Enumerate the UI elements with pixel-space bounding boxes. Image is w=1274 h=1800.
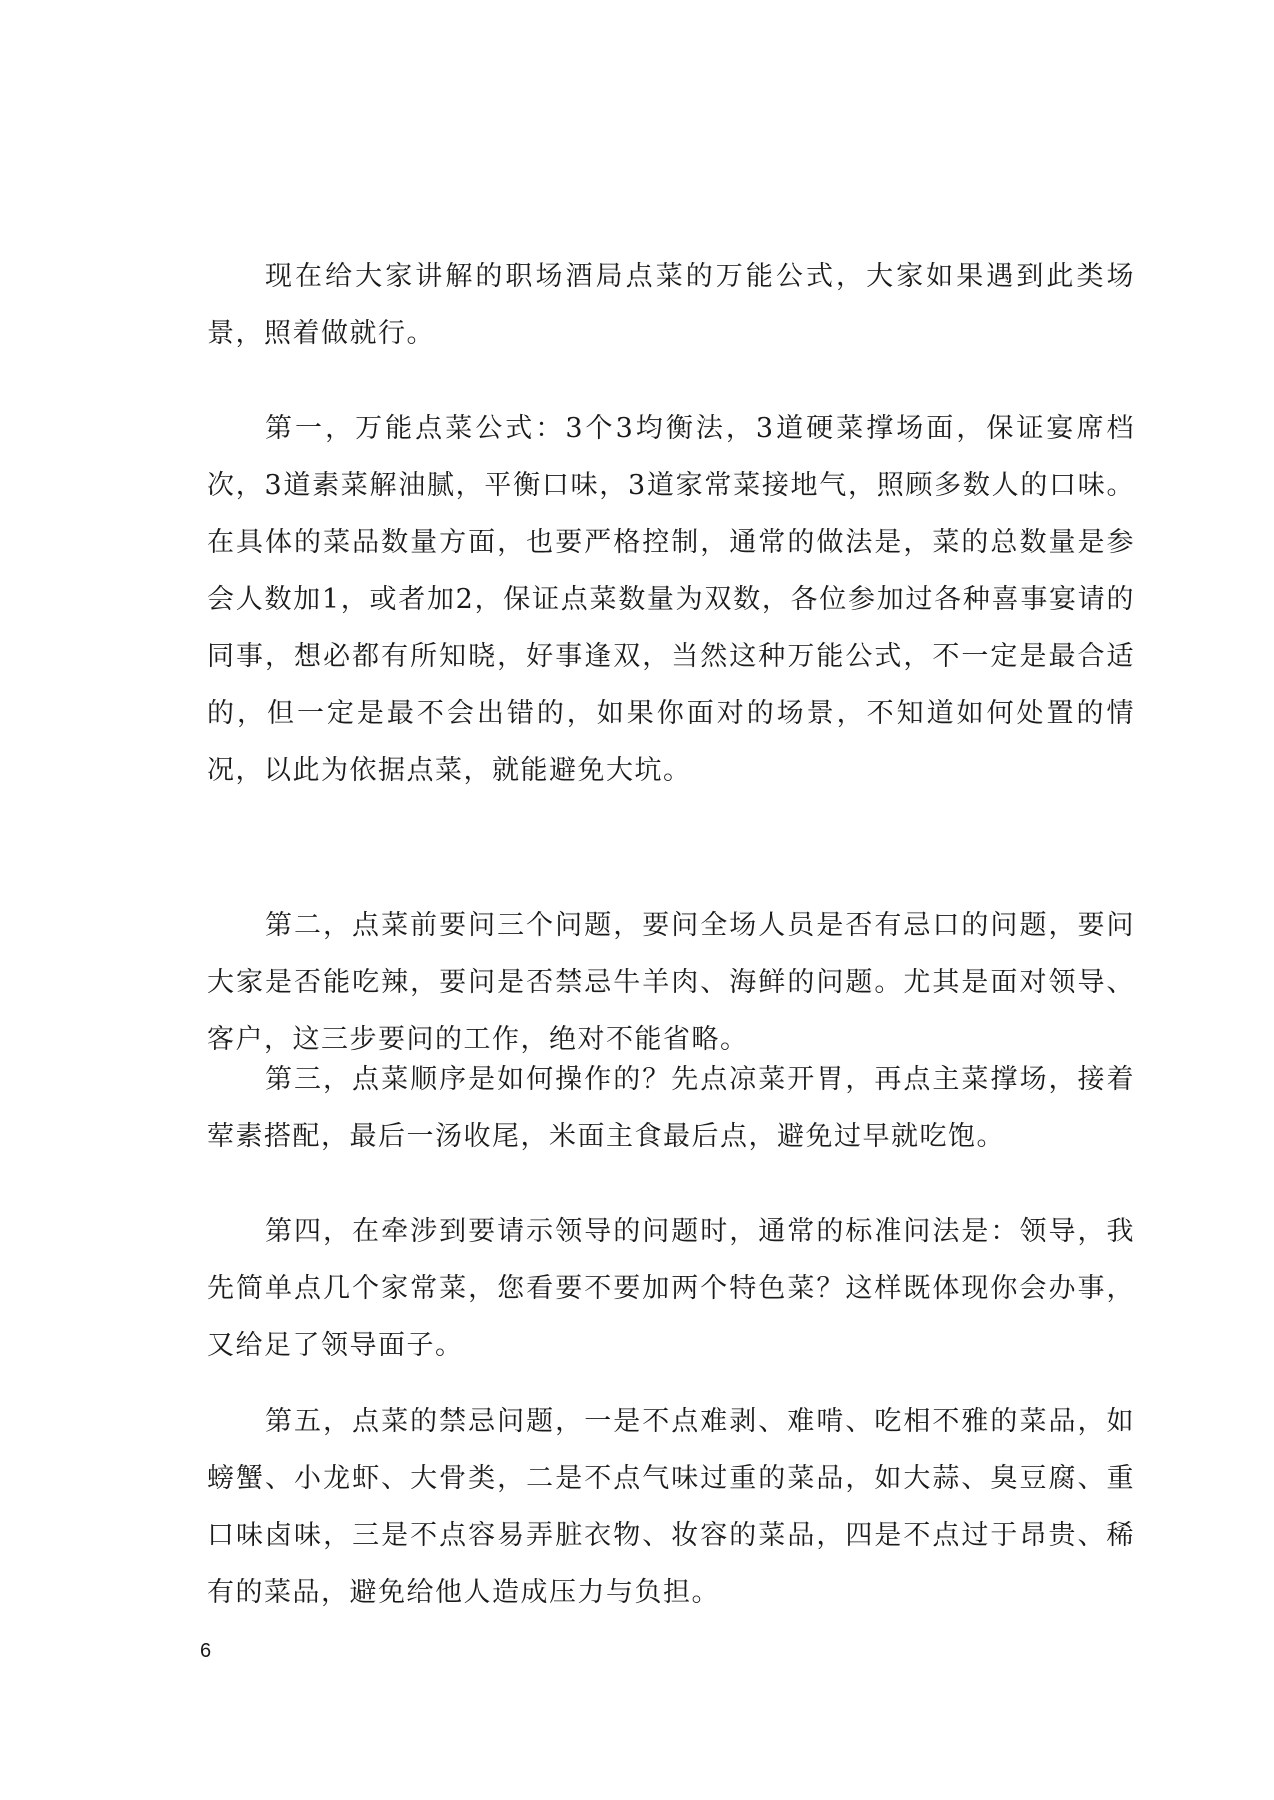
paragraph-fourth-point: 第四，在牵涉到要请示领导的问题时，通常的标准问法是：领导，我先简单点几个家常菜，您看要不要加两个特色菜？这样既体现你会办事，又给足了领导面子。 bbox=[207, 1216, 1135, 1361]
paragraph-fifth-point: 第五，点菜的禁忌问题，一是不点难剥、难啃、吃相不雅的菜品，如螃蟹、小龙虾、大骨类，二是不点气味过重的菜品，如大蒜、臭豆腐、重口味卤味，三是不点容易弄脏衣物、妆容的菜品，四是不点过于昂贵、稀有的菜品，避免给他人造成压力与负担。 bbox=[207, 1406, 1135, 1608]
page-number: 6 bbox=[200, 1640, 212, 1662]
paragraph-third-point: 第三，点菜顺序是如何操作的？先点凉菜开胃，再点主菜撑场，接着荤素搭配，最后一汤收尾，米面主食最后点，避免过早就吃饱。 bbox=[207, 1064, 1135, 1152]
paragraph-second-point: 第二，点菜前要问三个问题，要问全场人员是否有忌口的问题，要问大家是否能吃辣，要问是否禁忌牛羊肉、海鲜的问题。尤其是面对领导、客户，这三步要问的工作，绝对不能省略。 bbox=[207, 910, 1135, 1055]
paragraph-first-point: 第一，万能点菜公式：3个3均衡法，3道硬菜撑场面，保证宴席档次，3道素菜解油腻，平衡口味，3道家常菜接地气，照顾多数人的口味。在具体的菜品数量方面，也要严格控制，通常的做法是，菜的总数量是参会人数加1，或者加2，保证点菜数量为双数，各位参加过各种喜事宴请的同事，想必都有所知晓，好事逢双，当然这种万能公式，不一定是最合适的，但一定是最不会出错的，如果你面对的场景，不知道如何处置的情况，以此为依据点菜，就能避免大坑。 bbox=[207, 413, 1135, 786]
paragraph-intro: 现在给大家讲解的职场酒局点菜的万能公式，大家如果遇到此类场景，照着做就行。 bbox=[207, 261, 1135, 349]
